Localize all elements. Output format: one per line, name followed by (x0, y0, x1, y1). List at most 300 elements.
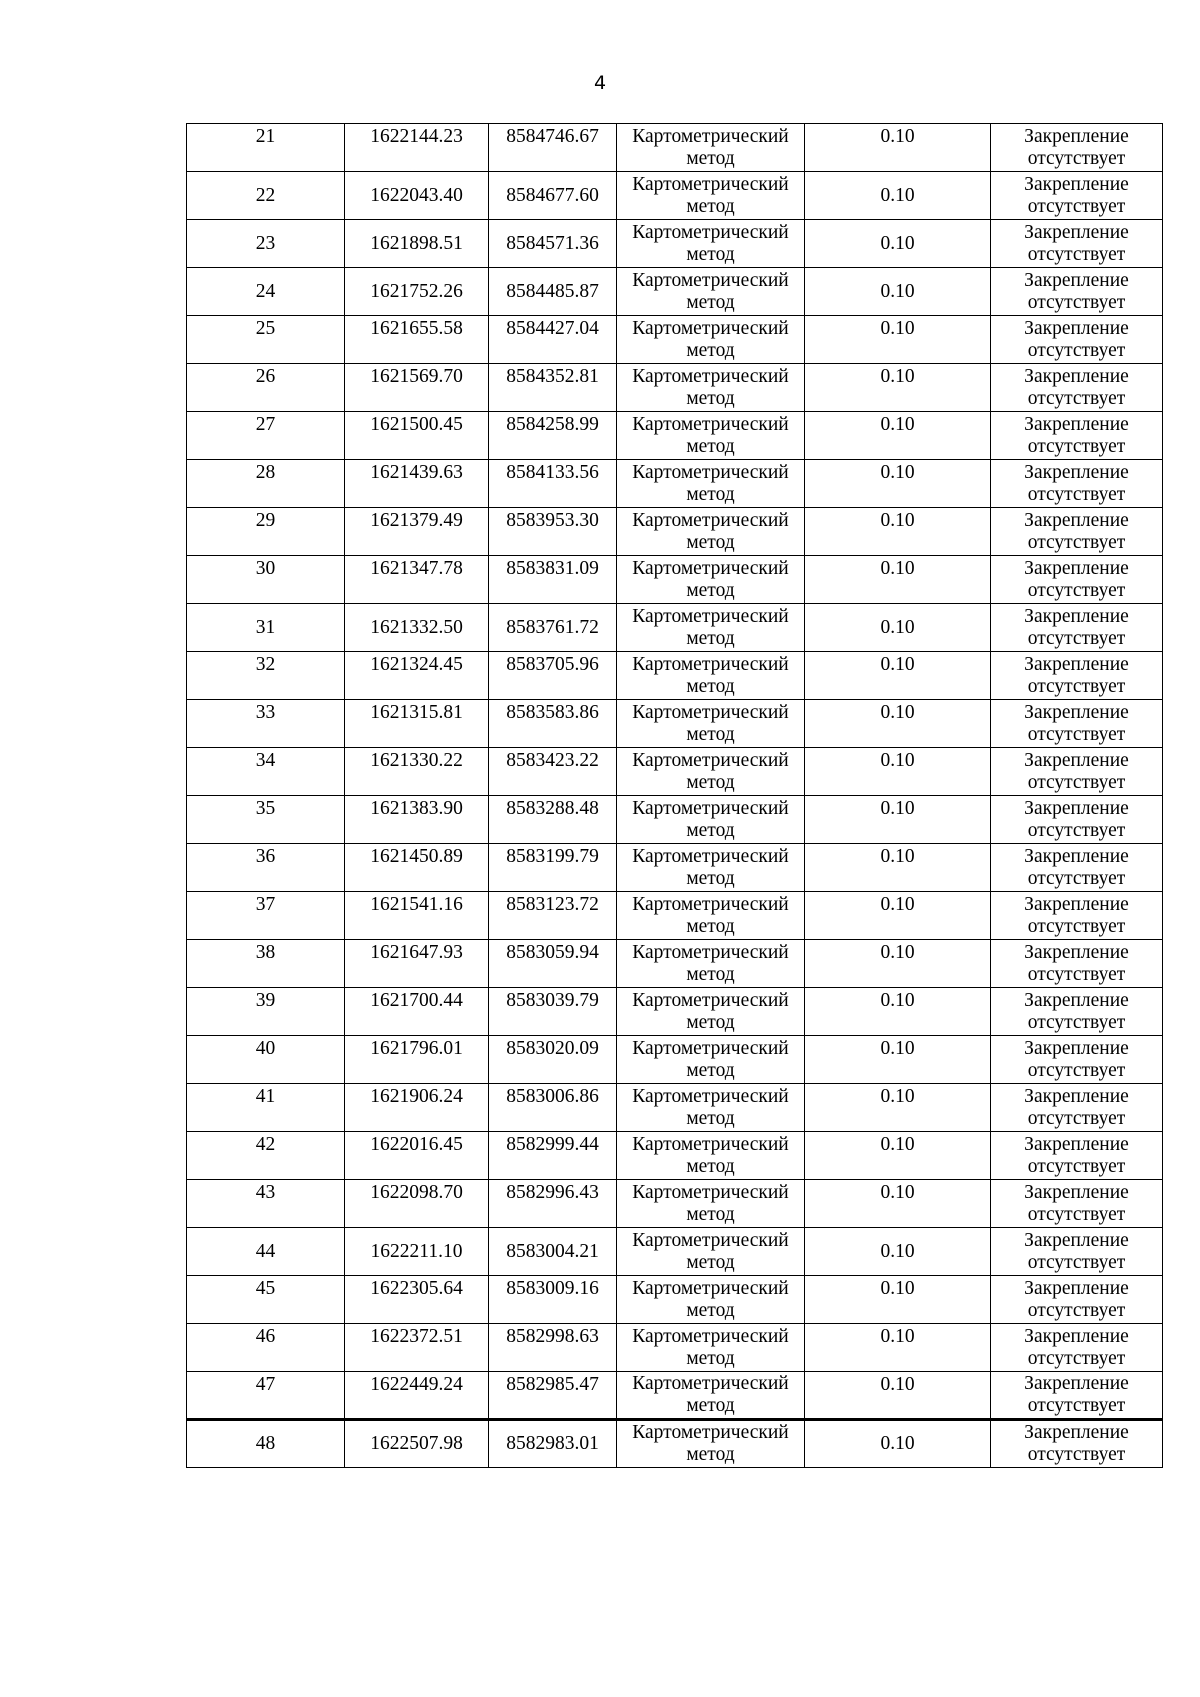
method-cell (617, 268, 805, 316)
table-row (187, 1276, 1163, 1324)
accuracy-value: 0.10 (880, 126, 915, 147)
y-coordinate: 8583020.09 (506, 1038, 599, 1059)
x-coordinate: 1622043.40 (370, 184, 463, 206)
x-coordinate-cell (345, 1228, 489, 1276)
fixing-line-2: отсутствует (1027, 1059, 1126, 1081)
x-coordinate-cell (345, 1180, 489, 1228)
point-number-cell (187, 364, 345, 412)
fixing-line-1: Закрепление (1024, 749, 1129, 771)
x-coordinate-cell (345, 1132, 489, 1180)
method-line-2: метод (686, 867, 735, 889)
y-coordinate-cell (489, 988, 617, 1036)
method-line-2: метод (686, 1347, 735, 1369)
y-coordinate: 8584571.36 (506, 232, 599, 254)
fixing-line-2: отсутствует (1027, 963, 1126, 985)
point-number: 36 (255, 846, 276, 867)
x-coordinate-cell (345, 1084, 489, 1132)
x-coordinate-cell (345, 940, 489, 988)
fixing-line-1: Закрепление (1024, 893, 1129, 915)
point-number: 41 (255, 1086, 276, 1107)
boundary-points-table (186, 123, 1163, 1468)
fixing-line-2: отсутствует (1027, 1347, 1126, 1369)
table-row (187, 1036, 1163, 1084)
method-line-1: Картометрический (632, 1133, 789, 1155)
table-row (187, 508, 1163, 556)
fixing-line-1: Закрепление (1024, 509, 1129, 531)
y-coordinate-cell (489, 1276, 617, 1324)
method-line-2: метод (686, 1059, 735, 1081)
point-number: 38 (255, 942, 276, 963)
fixing-line-2: отсутствует (1027, 1251, 1126, 1273)
fixing-cell (991, 460, 1163, 508)
accuracy-value: 0.10 (880, 616, 915, 638)
fixing-line-1: Закрепление (1024, 1229, 1129, 1251)
method-cell (617, 460, 805, 508)
x-coordinate: 1621347.78 (370, 558, 463, 579)
y-coordinate-cell (489, 172, 617, 220)
method-line-2: метод (686, 915, 735, 937)
y-coordinate: 8584746.67 (506, 126, 599, 147)
point-number-cell (187, 844, 345, 892)
table-row (187, 604, 1163, 652)
method-line-1: Картометрический (632, 509, 789, 531)
point-number-cell (187, 940, 345, 988)
point-number: 32 (255, 654, 276, 675)
table-row (187, 268, 1163, 316)
fixing-line-1: Закрепление (1024, 125, 1129, 147)
point-number: 44 (255, 1240, 276, 1262)
method-cell (617, 1132, 805, 1180)
fixing-line-2: отсутствует (1027, 771, 1126, 793)
table-row (187, 1228, 1163, 1276)
method-line-1: Картометрический (632, 557, 789, 579)
method-cell (617, 604, 805, 652)
method-cell (617, 124, 805, 172)
table-row (187, 844, 1163, 892)
y-coordinate-cell (489, 1420, 617, 1468)
y-coordinate-cell (489, 268, 617, 316)
accuracy-value: 0.10 (880, 654, 915, 675)
method-line-2: метод (686, 291, 735, 313)
method-line-2: метод (686, 531, 735, 553)
x-coordinate: 1622144.23 (370, 126, 463, 147)
table-row (187, 556, 1163, 604)
table-row (187, 316, 1163, 364)
point-number: 43 (255, 1182, 276, 1203)
y-coordinate: 8583123.72 (506, 894, 599, 915)
accuracy-cell (805, 124, 991, 172)
method-cell (617, 1084, 805, 1132)
method-line-1: Картометрический (632, 1037, 789, 1059)
y-coordinate: 8583761.72 (506, 616, 599, 638)
fixing-cell (991, 1180, 1163, 1228)
table-row (187, 172, 1163, 220)
method-line-1: Картометрический (632, 269, 789, 291)
x-coordinate: 1621655.58 (370, 318, 463, 339)
accuracy-value: 0.10 (880, 510, 915, 531)
method-cell (617, 1276, 805, 1324)
point-number: 33 (255, 702, 276, 723)
method-cell (617, 316, 805, 364)
x-coordinate-cell (345, 220, 489, 268)
y-coordinate: 8584258.99 (506, 414, 599, 435)
table-row (187, 796, 1163, 844)
point-number-cell (187, 172, 345, 220)
method-cell (617, 220, 805, 268)
x-coordinate-cell (345, 700, 489, 748)
accuracy-value: 0.10 (880, 990, 915, 1011)
method-line-1: Картометрический (632, 893, 789, 915)
point-number-cell (187, 1420, 345, 1468)
x-coordinate-cell (345, 748, 489, 796)
accuracy-cell (805, 220, 991, 268)
point-number-cell (187, 1276, 345, 1324)
table-row (187, 1180, 1163, 1228)
x-coordinate: 1621439.63 (370, 462, 463, 483)
method-line-2: метод (686, 147, 735, 169)
fixing-line-1: Закрепление (1024, 605, 1129, 627)
x-coordinate-cell (345, 1420, 489, 1468)
fixing-cell (991, 652, 1163, 700)
fixing-line-1: Закрепление (1024, 1422, 1129, 1443)
x-coordinate-cell (345, 172, 489, 220)
method-line-1: Картометрический (632, 1229, 789, 1251)
accuracy-value: 0.10 (880, 702, 915, 723)
x-coordinate: 1621796.01 (370, 1038, 463, 1059)
method-line-2: метод (686, 723, 735, 745)
y-coordinate-cell (489, 556, 617, 604)
method-cell (617, 1372, 805, 1420)
point-number-cell (187, 892, 345, 940)
method-cell (617, 652, 805, 700)
method-line-1: Картометрический (632, 989, 789, 1011)
point-number: 23 (255, 232, 276, 254)
method-line-1: Картометрический (632, 173, 789, 195)
method-line-2: метод (686, 1203, 735, 1225)
y-coordinate-cell (489, 1036, 617, 1084)
method-cell (617, 508, 805, 556)
fixing-cell (991, 1276, 1163, 1324)
point-number-cell (187, 988, 345, 1036)
method-line-2: метод (686, 771, 735, 793)
accuracy-value: 0.10 (880, 318, 915, 339)
fixing-cell (991, 1372, 1163, 1420)
accuracy-cell (805, 1276, 991, 1324)
point-number-cell (187, 1084, 345, 1132)
y-coordinate: 8582998.63 (506, 1326, 599, 1347)
accuracy-value: 0.10 (880, 750, 915, 771)
accuracy-cell (805, 796, 991, 844)
point-number-cell (187, 316, 345, 364)
method-line-1: Картометрический (632, 941, 789, 963)
accuracy-cell (805, 940, 991, 988)
point-number: 26 (255, 366, 276, 387)
accuracy-cell (805, 460, 991, 508)
fixing-cell (991, 748, 1163, 796)
point-number: 37 (255, 894, 276, 915)
point-number: 39 (255, 990, 276, 1011)
point-number: 48 (255, 1433, 276, 1454)
fixing-line-2: отсутствует (1027, 483, 1126, 505)
x-coordinate: 1621569.70 (370, 366, 463, 387)
fixing-line-2: отсутствует (1027, 387, 1126, 409)
fixing-line-1: Закрепление (1024, 1085, 1129, 1107)
table-row (187, 700, 1163, 748)
page-number: 4 (593, 72, 607, 94)
accuracy-value: 0.10 (880, 280, 915, 302)
accuracy-value: 0.10 (880, 1240, 915, 1262)
method-line-2: метод (686, 675, 735, 697)
method-line-1: Картометрический (632, 797, 789, 819)
y-coordinate: 8582996.43 (506, 1182, 599, 1203)
point-number-cell (187, 700, 345, 748)
x-coordinate-cell (345, 892, 489, 940)
fixing-line-1: Закрепление (1024, 1037, 1129, 1059)
accuracy-cell (805, 700, 991, 748)
table-row (187, 652, 1163, 700)
table-row (187, 1084, 1163, 1132)
point-number-cell (187, 1228, 345, 1276)
fixing-line-2: отсутствует (1027, 1395, 1126, 1416)
method-line-1: Картометрический (632, 701, 789, 723)
method-line-2: метод (686, 1155, 735, 1177)
y-coordinate: 8584485.87 (506, 280, 599, 302)
y-coordinate-cell (489, 1132, 617, 1180)
x-coordinate: 1622372.51 (370, 1326, 463, 1347)
accuracy-cell (805, 1228, 991, 1276)
method-line-2: метод (686, 1107, 735, 1129)
fixing-line-1: Закрепление (1024, 1133, 1129, 1155)
accuracy-cell (805, 1372, 991, 1420)
x-coordinate-cell (345, 1372, 489, 1420)
fixing-line-1: Закрепление (1024, 173, 1129, 195)
point-number-cell (187, 508, 345, 556)
method-line-1: Картометрический (632, 605, 789, 627)
x-coordinate-cell (345, 412, 489, 460)
fixing-line-1: Закрепление (1024, 941, 1129, 963)
point-number: 25 (255, 318, 276, 339)
y-coordinate-cell (489, 1228, 617, 1276)
x-coordinate: 1622507.98 (370, 1433, 463, 1454)
x-coordinate: 1621379.49 (370, 510, 463, 531)
y-coordinate-cell (489, 508, 617, 556)
point-number: 30 (255, 558, 276, 579)
table-row (187, 1420, 1163, 1468)
point-number-cell (187, 1180, 345, 1228)
accuracy-cell (805, 172, 991, 220)
fixing-line-1: Закрепление (1024, 1277, 1129, 1299)
method-line-1: Картометрический (632, 1277, 789, 1299)
table-row (187, 220, 1163, 268)
fixing-line-1: Закрепление (1024, 653, 1129, 675)
fixing-line-2: отсутствует (1027, 195, 1126, 217)
table-row (187, 124, 1163, 172)
fixing-line-1: Закрепление (1024, 1181, 1129, 1203)
x-coordinate-cell (345, 364, 489, 412)
fixing-line-1: Закрепление (1024, 365, 1129, 387)
method-cell (617, 892, 805, 940)
fixing-cell (991, 940, 1163, 988)
fixing-line-1: Закрепление (1024, 989, 1129, 1011)
accuracy-value: 0.10 (880, 366, 915, 387)
x-coordinate-cell (345, 508, 489, 556)
point-number: 46 (255, 1326, 276, 1347)
fixing-line-1: Закрепление (1024, 797, 1129, 819)
table-row (187, 1372, 1163, 1420)
accuracy-cell (805, 748, 991, 796)
accuracy-value: 0.10 (880, 1182, 915, 1203)
fixing-cell (991, 796, 1163, 844)
method-cell (617, 1228, 805, 1276)
y-coordinate: 8583199.79 (506, 846, 599, 867)
y-coordinate-cell (489, 844, 617, 892)
point-number: 42 (255, 1134, 276, 1155)
point-number-cell (187, 124, 345, 172)
y-coordinate: 8583953.30 (506, 510, 599, 531)
x-coordinate: 1621330.22 (370, 750, 463, 771)
method-line-2: метод (686, 1395, 735, 1416)
y-coordinate-cell (489, 1372, 617, 1420)
fixing-line-2: отсутствует (1027, 147, 1126, 169)
accuracy-cell (805, 364, 991, 412)
point-number: 27 (255, 414, 276, 435)
method-cell (617, 556, 805, 604)
y-coordinate-cell (489, 940, 617, 988)
x-coordinate: 1622211.10 (370, 1240, 463, 1262)
fixing-line-1: Закрепление (1024, 845, 1129, 867)
fixing-cell (991, 1228, 1163, 1276)
y-coordinate-cell (489, 652, 617, 700)
fixing-line-2: отсутствует (1027, 1107, 1126, 1129)
method-cell (617, 700, 805, 748)
x-coordinate-cell (345, 844, 489, 892)
method-line-1: Картометрический (632, 365, 789, 387)
y-coordinate-cell (489, 1324, 617, 1372)
method-line-1: Картометрический (632, 1422, 789, 1443)
method-cell (617, 1420, 805, 1468)
accuracy-cell (805, 268, 991, 316)
fixing-line-1: Закрепление (1024, 1373, 1129, 1394)
accuracy-cell (805, 556, 991, 604)
x-coordinate: 1621906.24 (370, 1086, 463, 1107)
accuracy-value: 0.10 (880, 462, 915, 483)
point-number-cell (187, 796, 345, 844)
method-line-1: Картометрический (632, 221, 789, 243)
table-row (187, 988, 1163, 1036)
accuracy-value: 0.10 (880, 798, 915, 819)
accuracy-cell (805, 1420, 991, 1468)
fixing-line-1: Закрепление (1024, 461, 1129, 483)
y-coordinate: 8584427.04 (506, 318, 599, 339)
point-number-cell (187, 1132, 345, 1180)
accuracy-value: 0.10 (880, 232, 915, 254)
method-cell (617, 796, 805, 844)
point-number-cell (187, 1036, 345, 1084)
fixing-cell (991, 508, 1163, 556)
y-coordinate: 8582999.44 (506, 1134, 599, 1155)
x-coordinate-cell (345, 124, 489, 172)
x-coordinate: 1621332.50 (370, 616, 463, 638)
accuracy-value: 0.10 (880, 1038, 915, 1059)
x-coordinate-cell (345, 460, 489, 508)
accuracy-cell (805, 652, 991, 700)
accuracy-cell (805, 892, 991, 940)
fixing-line-2: отсутствует (1027, 819, 1126, 841)
fixing-line-1: Закрепление (1024, 1325, 1129, 1347)
fixing-line-1: Закрепление (1024, 701, 1129, 723)
fixing-line-1: Закрепление (1024, 557, 1129, 579)
fixing-cell (991, 988, 1163, 1036)
y-coordinate: 8583288.48 (506, 798, 599, 819)
fixing-line-2: отсутствует (1027, 1299, 1126, 1321)
accuracy-cell (805, 1324, 991, 1372)
method-line-2: метод (686, 819, 735, 841)
x-coordinate: 1621500.45 (370, 414, 463, 435)
method-line-1: Картометрический (632, 1373, 789, 1394)
method-line-2: метод (686, 195, 735, 217)
point-number: 45 (255, 1278, 276, 1299)
accuracy-cell (805, 1084, 991, 1132)
accuracy-value: 0.10 (880, 558, 915, 579)
y-coordinate: 8583004.21 (506, 1240, 599, 1262)
point-number-cell (187, 268, 345, 316)
x-coordinate-cell (345, 604, 489, 652)
y-coordinate-cell (489, 748, 617, 796)
x-coordinate: 1621898.51 (370, 232, 463, 254)
y-coordinate: 8582985.47 (506, 1374, 599, 1395)
x-coordinate: 1622098.70 (370, 1182, 463, 1203)
y-coordinate: 8583059.94 (506, 942, 599, 963)
fixing-cell (991, 412, 1163, 460)
fixing-cell (991, 1132, 1163, 1180)
point-number: 35 (255, 798, 276, 819)
x-coordinate-cell (345, 316, 489, 364)
y-coordinate: 8583831.09 (506, 558, 599, 579)
fixing-cell (991, 700, 1163, 748)
method-cell (617, 988, 805, 1036)
fixing-cell (991, 220, 1163, 268)
method-line-1: Картометрический (632, 653, 789, 675)
fixing-line-1: Закрепление (1024, 269, 1129, 291)
x-coordinate-cell (345, 652, 489, 700)
y-coordinate-cell (489, 124, 617, 172)
point-number-cell (187, 1372, 345, 1420)
method-cell (617, 940, 805, 988)
point-number-cell (187, 556, 345, 604)
point-number: 22 (255, 184, 276, 206)
method-cell (617, 1180, 805, 1228)
method-line-2: метод (686, 1011, 735, 1033)
fixing-cell (991, 1324, 1163, 1372)
accuracy-cell (805, 316, 991, 364)
y-coordinate: 8583009.16 (506, 1278, 599, 1299)
table-row (187, 460, 1163, 508)
y-coordinate-cell (489, 364, 617, 412)
method-line-1: Картометрический (632, 413, 789, 435)
y-coordinate: 8582983.01 (506, 1433, 599, 1454)
accuracy-value: 0.10 (880, 846, 915, 867)
x-coordinate: 1621541.16 (370, 894, 463, 915)
table-row (187, 748, 1163, 796)
accuracy-value: 0.10 (880, 184, 915, 206)
point-number: 24 (255, 280, 276, 302)
method-line-2: метод (686, 435, 735, 457)
point-number: 21 (255, 126, 276, 147)
y-coordinate-cell (489, 796, 617, 844)
fixing-cell (991, 124, 1163, 172)
fixing-line-2: отсутствует (1027, 1011, 1126, 1033)
method-line-1: Картометрический (632, 749, 789, 771)
